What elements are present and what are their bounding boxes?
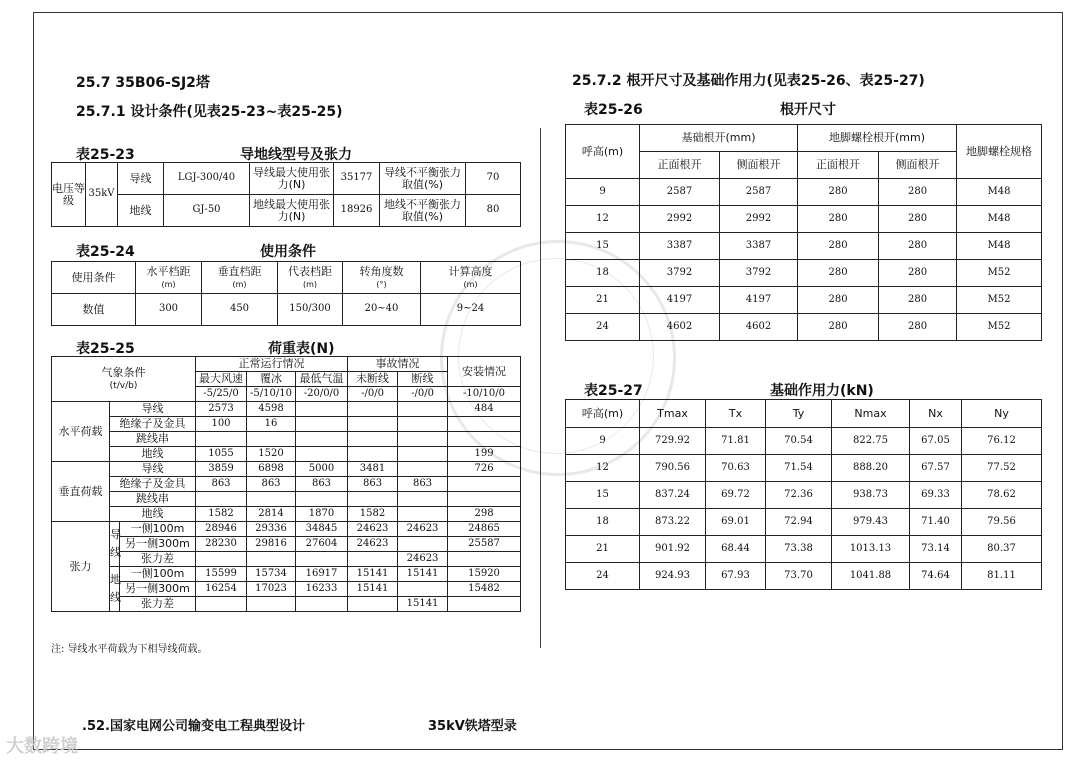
tension-value: 25587 (448, 537, 521, 552)
foundation-force-cell: 68.44 (706, 536, 766, 563)
foundation-force-cell: 72.36 (766, 482, 832, 509)
foundation-force-cell: 9 (566, 428, 640, 455)
foundation-force-cell: 729.92 (640, 428, 706, 455)
root-open-cell: 21 (566, 287, 640, 314)
foundation-force-cell: 18 (566, 509, 640, 536)
load-value: 100 (196, 417, 247, 432)
root-open-cell: 3792 (640, 260, 720, 287)
t26-bolt-header: 地脚螺栓根开(mm) (798, 125, 957, 152)
load-value (348, 402, 398, 417)
table-25-26 (565, 124, 1042, 341)
foundation-force-cell: 901.92 (640, 536, 706, 563)
table-row (566, 482, 1042, 509)
foundation-force-cell: 24 (566, 563, 640, 590)
root-open-cell: M48 (957, 179, 1042, 206)
load-value: 3859 (196, 462, 247, 477)
load-value (398, 432, 448, 447)
tension-value (348, 597, 398, 612)
tension-value (296, 552, 348, 567)
cable-type: 导线 (118, 163, 164, 195)
tension-row-label: 一侧100m (120, 567, 196, 582)
t26-subheader: 侧面根开 (720, 152, 798, 179)
foundation-force-cell: 73.70 (766, 563, 832, 590)
tension-row-label: 张力差 (120, 552, 196, 567)
load-row-label: 绝缘子及金具 (110, 417, 196, 432)
tension-value: 29816 (247, 537, 296, 552)
load-value (448, 492, 521, 507)
force-value: 35177 (334, 163, 380, 195)
t26-subheader: 侧面根开 (879, 152, 957, 179)
table-row (566, 260, 1042, 287)
column-divider (540, 128, 541, 648)
load-value: 199 (448, 447, 521, 462)
tension-value: 24623 (348, 522, 398, 537)
tension-value (348, 552, 398, 567)
table-25-27 (565, 399, 1042, 590)
cond-cell: -5/10/10 (247, 387, 296, 402)
tension-value (398, 582, 448, 597)
root-open-cell: 2992 (640, 206, 720, 233)
load-value (398, 507, 448, 522)
voltage-value: 35kV (86, 163, 118, 227)
watermark-text: 大数跨境 (6, 736, 78, 757)
t24-value: 150/300 (278, 294, 343, 326)
load-value: 2814 (247, 507, 296, 522)
normal-header: 正常运行情况 (196, 357, 348, 372)
foundation-force-cell: 21 (566, 536, 640, 563)
foundation-force-cell: 938.73 (832, 482, 910, 509)
voltage-label: 电压等级 (52, 163, 86, 227)
root-open-cell: 4602 (720, 314, 798, 341)
load-value: 726 (448, 462, 521, 477)
tension-value: 16254 (196, 582, 247, 597)
unbalance-value: 80 (466, 195, 521, 227)
foundation-force-cell: 67.93 (706, 563, 766, 590)
load-value: 4598 (247, 402, 296, 417)
unbalance-label: 地线不平衡张力取值(%) (380, 195, 466, 227)
tension-group-label: 张力 (52, 522, 110, 612)
t27-header: Tx (706, 400, 766, 428)
t23-label: 表25-23 (76, 147, 135, 163)
t24-header: 计算高度 (m) (421, 262, 521, 294)
root-open-cell: M52 (957, 287, 1042, 314)
load-value: 1055 (196, 447, 247, 462)
load-value (348, 432, 398, 447)
root-open-cell: 4197 (640, 287, 720, 314)
col-header: 最低气温 (296, 372, 348, 387)
cable-type: 地线 (118, 195, 164, 227)
load-value (398, 402, 448, 417)
t24-value: 20~40 (343, 294, 421, 326)
cond-cell: -/0/0 (348, 387, 398, 402)
load-value: 2573 (196, 402, 247, 417)
table-row (566, 233, 1042, 260)
tension-side-label: 地 线 (110, 567, 120, 612)
cable-model: GJ-50 (164, 195, 250, 227)
cond-cell: -/0/0 (398, 387, 448, 402)
tension-value (196, 597, 247, 612)
tension-row-label: 另一侧300m (120, 582, 196, 597)
t26-subheader: 正面根开 (640, 152, 720, 179)
load-value (348, 417, 398, 432)
root-open-cell: 280 (798, 233, 879, 260)
t24-value: 450 (202, 294, 278, 326)
load-row-label: 地线 (110, 507, 196, 522)
load-row-label: 导线 (110, 402, 196, 417)
load-value (448, 477, 521, 492)
load-value (247, 492, 296, 507)
table-row (566, 509, 1042, 536)
foundation-force-cell: 1041.88 (832, 563, 910, 590)
foundation-force-cell: 70.54 (766, 428, 832, 455)
tension-value: 15920 (448, 567, 521, 582)
root-open-cell: 280 (879, 206, 957, 233)
t24-header: 代表档距 (m) (278, 262, 343, 294)
foundation-force-cell: 979.43 (832, 509, 910, 536)
load-value: 298 (448, 507, 521, 522)
tension-value: 24623 (398, 552, 448, 567)
root-open-cell: 280 (798, 287, 879, 314)
load-row-label: 跳线串 (110, 492, 196, 507)
foundation-force-cell: 71.54 (766, 455, 832, 482)
root-open-cell: 18 (566, 260, 640, 287)
foundation-force-cell: 70.63 (706, 455, 766, 482)
root-open-cell: M52 (957, 260, 1042, 287)
t27-label: 表25-27 (584, 383, 643, 399)
foundation-force-cell: 790.56 (640, 455, 706, 482)
weather-label: 气象条件 (t/v/b) (52, 357, 196, 402)
t27-header: Ny (962, 400, 1042, 428)
t25-title: 荷重表(N) (268, 341, 335, 357)
load-value: 1870 (296, 507, 348, 522)
tension-value: 16233 (296, 582, 348, 597)
tension-value: 15141 (348, 567, 398, 582)
root-open-cell: 12 (566, 206, 640, 233)
foundation-force-cell: 78.62 (962, 482, 1042, 509)
root-open-cell: 280 (879, 260, 957, 287)
force-label: 导线最大使用张力(N) (250, 163, 334, 195)
foundation-force-cell: 69.72 (706, 482, 766, 509)
root-open-cell: 280 (879, 233, 957, 260)
t27-title: 基础作用力(kN) (770, 383, 874, 399)
load-value (348, 447, 398, 462)
load-value (348, 492, 398, 507)
tension-value: 29336 (247, 522, 296, 537)
root-open-cell: 3792 (720, 260, 798, 287)
root-open-cell: 280 (798, 179, 879, 206)
root-open-cell: M48 (957, 233, 1042, 260)
t26-label: 表25-26 (584, 102, 643, 118)
foundation-force-cell: 74.64 (910, 563, 962, 590)
load-value: 3481 (348, 462, 398, 477)
force-value: 18926 (334, 195, 380, 227)
load-row-label: 跳线串 (110, 432, 196, 447)
accident-header: 事故情况 (348, 357, 448, 372)
cable-model: LGJ-300/40 (164, 163, 250, 195)
t24-header: 垂直档距 (m) (202, 262, 278, 294)
tension-value (196, 552, 247, 567)
t24-value: 9~24 (421, 294, 521, 326)
root-open-cell: 3387 (720, 233, 798, 260)
root-open-cell: 280 (798, 314, 879, 341)
tension-value: 24623 (398, 522, 448, 537)
tension-value: 27604 (296, 537, 348, 552)
load-group-label: 水平荷载 (52, 402, 110, 462)
load-value (448, 432, 521, 447)
foundation-force-cell: 81.11 (962, 563, 1042, 590)
unbalance-label: 导线不平衡张力取值(%) (380, 163, 466, 195)
load-value: 6898 (247, 462, 296, 477)
foundation-force-cell: 888.20 (832, 455, 910, 482)
tension-value: 15599 (196, 567, 247, 582)
t26-base-header: 基础根开(mm) (640, 125, 798, 152)
t24-title: 使用条件 (260, 244, 316, 260)
t26-subheader: 正面根开 (798, 152, 879, 179)
foundation-force-cell: 924.93 (640, 563, 706, 590)
t27-header: 呼高(m) (566, 400, 640, 428)
load-value (247, 432, 296, 447)
foundation-force-cell: 77.52 (962, 455, 1042, 482)
install-header: 安装情况 (448, 357, 521, 387)
root-open-cell: 15 (566, 233, 640, 260)
tension-value: 16917 (296, 567, 348, 582)
root-open-cell: 280 (798, 206, 879, 233)
foundation-force-cell: 15 (566, 482, 640, 509)
load-value: 863 (296, 477, 348, 492)
load-group-label: 垂直荷载 (52, 462, 110, 522)
t24-header: 水平档距 (m) (136, 262, 202, 294)
note: 注: 导线水平荷载为下相导线荷载。 (51, 644, 208, 655)
foundation-force-cell: 71.81 (706, 428, 766, 455)
foundation-force-cell: 1013.13 (832, 536, 910, 563)
t24-label: 表25-24 (76, 244, 135, 260)
load-value: 863 (196, 477, 247, 492)
footer-right: 35kV铁塔型录 (428, 719, 517, 734)
table-row (566, 455, 1042, 482)
load-value (296, 447, 348, 462)
table-row (566, 179, 1042, 206)
foundation-force-cell: 67.05 (910, 428, 962, 455)
col-header: 覆冰 (247, 372, 296, 387)
t27-header: Nx (910, 400, 962, 428)
load-value: 5000 (296, 462, 348, 477)
foundation-force-cell: 69.01 (706, 509, 766, 536)
tension-value (448, 552, 521, 567)
col-header: 断线 (398, 372, 448, 387)
t24-value: 300 (136, 294, 202, 326)
table-row (566, 287, 1042, 314)
design-conditions-heading: 25.7.1 设计条件(见表25-23~表25-25) (76, 104, 343, 120)
load-row-label: 绝缘子及金具 (110, 477, 196, 492)
load-value: 1520 (247, 447, 296, 462)
load-value (448, 417, 521, 432)
root-open-cell: 280 (879, 179, 957, 206)
table-row (566, 563, 1042, 590)
load-value: 484 (448, 402, 521, 417)
tension-value (448, 597, 521, 612)
root-open-cell: M48 (957, 206, 1042, 233)
tension-value: 15141 (398, 597, 448, 612)
col-header: 未断线 (348, 372, 398, 387)
foundation-force-cell: 79.56 (962, 509, 1042, 536)
root-open-cell: 280 (879, 287, 957, 314)
tension-row-label: 一侧100m (120, 522, 196, 537)
tension-value: 24623 (348, 537, 398, 552)
table-25-24 (51, 261, 521, 326)
force-label: 地线最大使用张力(N) (250, 195, 334, 227)
foundation-force-cell: 12 (566, 455, 640, 482)
t27-header: Nmax (832, 400, 910, 428)
t26-title: 根开尺寸 (780, 102, 836, 118)
load-value (398, 447, 448, 462)
load-value: 16 (247, 417, 296, 432)
load-value (296, 402, 348, 417)
t24-value: 数值 (52, 294, 136, 326)
root-open-cell: 3387 (640, 233, 720, 260)
root-open-cell: 4602 (640, 314, 720, 341)
t24-header: 转角度数 (°) (343, 262, 421, 294)
cond-cell: -10/10/0 (448, 387, 521, 402)
cond-cell: -20/0/0 (296, 387, 348, 402)
load-value (398, 417, 448, 432)
tension-value (398, 537, 448, 552)
tension-value: 34845 (296, 522, 348, 537)
t25-label: 表25-25 (76, 341, 135, 357)
table-row (566, 314, 1042, 341)
tension-value (296, 597, 348, 612)
foundation-force-cell: 80.37 (962, 536, 1042, 563)
foundation-force-cell: 73.14 (910, 536, 962, 563)
root-open-cell: 280 (879, 314, 957, 341)
table-25-23 (51, 162, 521, 227)
load-value (296, 417, 348, 432)
tension-row-label: 张力差 (120, 597, 196, 612)
load-value: 1582 (348, 507, 398, 522)
tension-value: 15141 (398, 567, 448, 582)
foundation-force-cell: 73.38 (766, 536, 832, 563)
tension-value: 15482 (448, 582, 521, 597)
t27-header: Tmax (640, 400, 706, 428)
load-value (296, 432, 348, 447)
foundation-force-cell: 76.12 (962, 428, 1042, 455)
root-open-cell: 2587 (720, 179, 798, 206)
root-open-cell: M52 (957, 314, 1042, 341)
t26-spec-header: 地脚螺栓规格 (957, 125, 1042, 179)
foundation-force-cell: 837.24 (640, 482, 706, 509)
tension-value (247, 597, 296, 612)
foundation-force-cell: 822.75 (832, 428, 910, 455)
load-row-label: 地线 (110, 447, 196, 462)
load-value: 1582 (196, 507, 247, 522)
tension-value: 15734 (247, 567, 296, 582)
root-open-cell: 2587 (640, 179, 720, 206)
load-value (398, 462, 448, 477)
section-title: 25.7 35B06-SJ2塔 (76, 75, 210, 91)
table-25-25 (51, 356, 521, 612)
foundation-force-cell: 69.33 (910, 482, 962, 509)
load-row-label: 导线 (110, 462, 196, 477)
cond-cell: -5/25/0 (196, 387, 247, 402)
table-row (566, 206, 1042, 233)
tension-row-label: 另一侧300m (120, 537, 196, 552)
foundation-force-cell: 67.57 (910, 455, 962, 482)
t27-header: Ty (766, 400, 832, 428)
load-value (196, 492, 247, 507)
load-value (296, 492, 348, 507)
load-value: 863 (398, 477, 448, 492)
tension-value: 24865 (448, 522, 521, 537)
foundation-force-cell: 71.40 (910, 509, 962, 536)
footer-left: .52.国家电网公司输变电工程典型设计 (82, 719, 305, 734)
tension-value: 28946 (196, 522, 247, 537)
tension-side-label: 导 线 (110, 522, 120, 567)
foundation-force-cell: 72.94 (766, 509, 832, 536)
load-value (398, 492, 448, 507)
load-value: 863 (247, 477, 296, 492)
root-open-cell: 9 (566, 179, 640, 206)
unbalance-value: 70 (466, 163, 521, 195)
foundation-force-cell: 873.22 (640, 509, 706, 536)
t23-title: 导地线型号及张力 (240, 147, 352, 163)
load-value: 863 (348, 477, 398, 492)
table-row (566, 536, 1042, 563)
root-open-cell: 4197 (720, 287, 798, 314)
table-row (566, 428, 1042, 455)
tension-value (247, 552, 296, 567)
tension-value: 15141 (348, 582, 398, 597)
foundation-heading: 25.7.2 根开尺寸及基础作用力(见表25-26、表25-27) (572, 73, 925, 89)
root-open-cell: 24 (566, 314, 640, 341)
root-open-cell: 2992 (720, 206, 798, 233)
load-value (196, 432, 247, 447)
t24-header: 使用条件 (52, 262, 136, 294)
tension-value: 28230 (196, 537, 247, 552)
root-open-cell: 280 (798, 260, 879, 287)
col-header: 最大风速 (196, 372, 247, 387)
t26-height-header: 呼高(m) (566, 125, 640, 179)
tension-value: 17023 (247, 582, 296, 597)
